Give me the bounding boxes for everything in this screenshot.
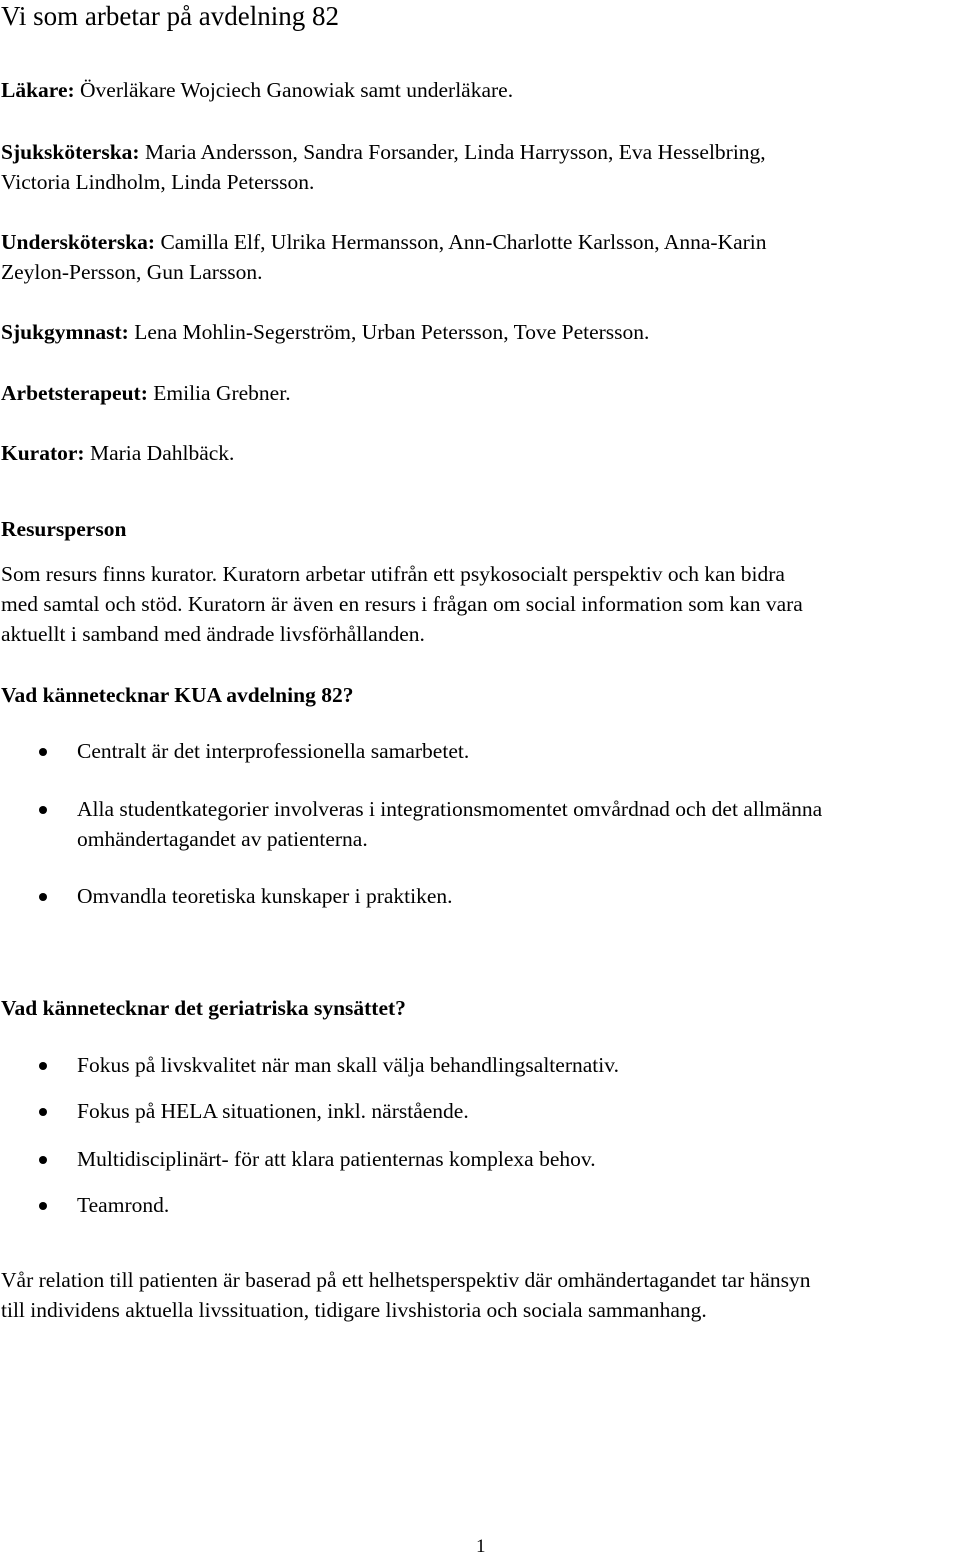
bullet-icon xyxy=(39,1108,47,1116)
staff-sjukgymnast-text: Lena Mohlin-Segerström, Urban Petersson, Tove Petersson. xyxy=(128,320,650,344)
geriatric-bullet-4: Teamrond. xyxy=(77,1193,170,1217)
staff-arbetsterapeut-text: Emilia Grebner. xyxy=(147,381,291,405)
geriatric-heading: Vad kännetecknar det geriatriska synsättet? xyxy=(1,996,406,1020)
staff-arbetsterapeut xyxy=(1,383,291,405)
bullet-icon xyxy=(39,1156,47,1164)
staff-kurator-label: Kurator: xyxy=(1,441,85,465)
page-title: Vi som arbetar på avdelning 82 xyxy=(1,1,340,31)
page-number: 1 xyxy=(476,1536,486,1557)
closing-line-2: till individens aktuella livssituation, tidigare livshistoria och sociala sammanhang. xyxy=(1,1298,707,1322)
staff-sjukskoterska-text-2: Victoria Lindholm, Linda Petersson. xyxy=(1,170,315,194)
resursperson-line-3: aktuellt i samband med ändrade livsförhållanden. xyxy=(1,622,425,646)
staff-underskoterska-text-2: Zeylon-Persson, Gun Larsson. xyxy=(1,260,263,284)
staff-underskoterska xyxy=(1,232,767,254)
staff-arbetsterapeut-label: Arbetsterapeut: xyxy=(1,381,148,405)
staff-underskoterska-label: Undersköterska: xyxy=(1,230,156,254)
kua-bullet-3: Omvandla teoretiska kunskaper i praktiken. xyxy=(77,884,453,908)
staff-lakare-text: Överläkare Wojciech Ganowiak samt underläkare. xyxy=(74,78,514,102)
bullet-icon xyxy=(39,1062,47,1070)
geriatric-bullet-2: Fokus på HELA situationen, inkl. närstående. xyxy=(77,1099,469,1123)
bullet-icon xyxy=(39,1202,47,1210)
staff-kurator-text: Maria Dahlbäck. xyxy=(84,441,235,465)
kua-bullet-2-line-2: omhändertagandet av patienterna. xyxy=(77,827,368,851)
resursperson-line-2: med samtal och stöd. Kuratorn är även en resurs i frågan om social information som kan vara xyxy=(1,592,803,616)
resursperson-heading: Resursperson xyxy=(1,517,127,541)
kua-bullet-1: Centralt är det interprofessionella samarbetet. xyxy=(77,739,470,763)
staff-kurator xyxy=(1,443,234,465)
staff-sjukgymnast xyxy=(1,322,649,344)
resursperson-line-1: Som resurs finns kurator. Kuratorn arbetar utifrån ett psykosocialt perspektiv och kan bidra xyxy=(1,562,785,586)
geriatric-bullet-1: Fokus på livskvalitet när man skall välja behandlingsalternativ. xyxy=(77,1053,619,1077)
kua-heading: Vad kännetecknar KUA avdelning 82? xyxy=(1,683,354,707)
bullet-icon xyxy=(39,806,47,814)
bullet-icon xyxy=(39,748,47,756)
staff-lakare xyxy=(1,80,513,102)
staff-sjukskoterska-label: Sjuksköterska: xyxy=(1,140,140,164)
closing-line-1: Vår relation till patienten är baserad på ett helhetsperspektiv där omhändertagandet tar hänsyn xyxy=(1,1268,811,1292)
kua-bullet-2-line-1: Alla studentkategorier involveras i integrationsmomentet omvårdnad och det allmänna xyxy=(77,797,823,821)
staff-lakare-label: Läkare: xyxy=(1,78,75,102)
staff-sjukgymnast-label: Sjukgymnast: xyxy=(1,320,129,344)
bullet-icon xyxy=(39,893,47,901)
geriatric-bullet-3: Multidisciplinärt- för att klara patienternas komplexa behov. xyxy=(77,1147,596,1171)
staff-sjukskoterska-text-1: Maria Andersson, Sandra Forsander, Linda Harrysson, Eva Hesselbring, xyxy=(139,140,766,164)
staff-sjukskoterska xyxy=(1,142,766,164)
staff-underskoterska-text-1: Camilla Elf, Ulrika Hermansson, Ann-Charlotte Karlsson, Anna-Karin xyxy=(155,230,767,254)
